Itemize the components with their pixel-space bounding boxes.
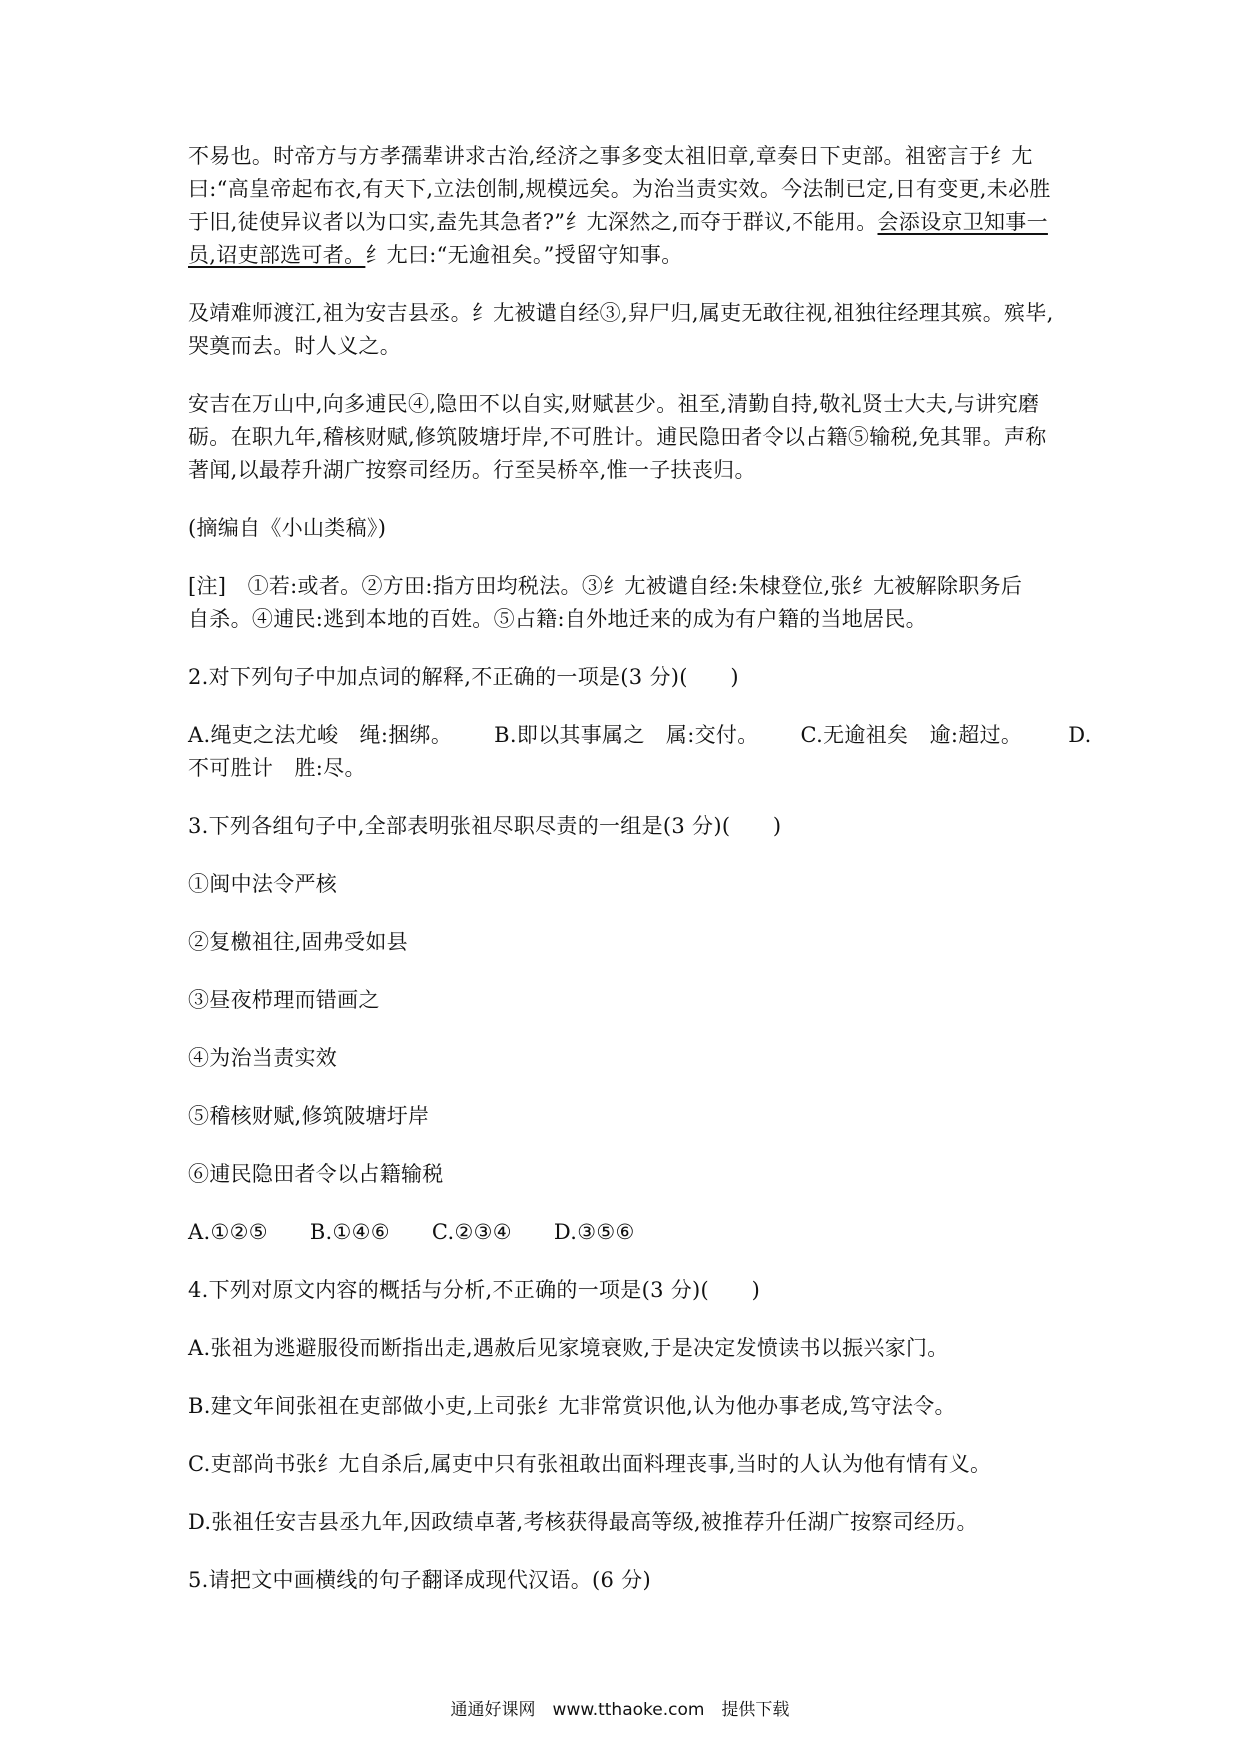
text-line: (摘编自《小山类稿》) <box>188 516 387 540</box>
text-segment: 于旧,徒使异议者以为口实,盍先其急者?”纟尢深然之,而夺于群议,不能用。 <box>188 210 878 234</box>
underlined-sentence-part-1: 会添设京卫知事一 <box>877 210 1048 234</box>
text-line: 著闻,以最荐升湖广按察司经历。行至吴桥卒,惟一子扶丧归。 <box>188 458 756 482</box>
choice-d: D.③⑤⑥ <box>553 1220 635 1244</box>
question-4-option-c: C.吏部尚书张纟尢自杀后,属吏中只有张祖敢出面料理丧事,当时的人认为他有情有义。 <box>188 1452 992 1476</box>
passage-paragraph-2 <box>188 297 1058 363</box>
question-4-option-d: D.张祖任安吉县丞九年,因政绩卓著,考核获得最高等级,被推荐升任湖广按察司经历。 <box>188 1510 978 1534</box>
question-3-stem: 3.下列各组句子中,全部表明张祖尽职尽责的一组是(3 分)( ) <box>188 814 782 838</box>
text-line: 砺。在职九年,稽核财赋,修筑陂塘圩岸,不可胜计。逋民隐田者令以占籍⑤输税,免其罪。声称 <box>188 425 1047 449</box>
question-4-option-b: B.建文年间张祖在吏部做小吏,上司张纟尢非常赏识他,认为他办事老成,笃守法令。 <box>188 1394 956 1418</box>
question-4-option-a: A.张祖为逃避服役而断指出走,遇赦后见家境衰败,于是决定发愤读书以振兴家门。 <box>188 1336 949 1360</box>
option-d-label: D. <box>1068 723 1092 747</box>
passage-paragraph-1 <box>188 140 1058 272</box>
choice-b: B.①④⑥ <box>309 1220 390 1244</box>
text-line: 不易也。时帝方与方孝孺辈讲求古治,经济之事多变太祖旧章,章奏日下吏部。祖密言于纟尢 <box>188 144 1033 168</box>
page-footer: 通通好课网 www.tthaoke.com 提供下载 <box>450 1700 790 1720</box>
text-line: 曰:“高皇帝起布衣,有天下,立法创制,规模远矣。为治当责实效。今法制已定,日有变更,未必胜 <box>188 177 1051 201</box>
question-4-stem: 4.下列对原文内容的概括与分析,不正确的一项是(3 分)( ) <box>188 1278 761 1302</box>
option-b: B.即以其事属之 属:交付。 <box>494 723 759 747</box>
question-3-choices <box>188 1216 1058 1249</box>
text-line: 自杀。④逋民:逃到本地的百姓。⑤占籍:自外地迁来的成为有户籍的当地居民。 <box>188 607 927 631</box>
question-3-item: ④为治当责实效 <box>188 1046 338 1070</box>
question-3-item: ②复檄祖往,固弗受如县 <box>188 930 408 954</box>
text-line: 及靖难师渡江,祖为安吉县丞。纟尢被谴自经③,舁尸归,属吏无敢往视,祖独往经理其殡。殡毕, <box>188 301 1054 325</box>
text-line: [注] ①若:或者。②方田:指方田均税法。③纟尢被谴自经:朱棣登位,张纟尢被解除职务后 <box>188 574 1023 598</box>
text-line: 安吉在万山中,向多逋民④,隐田不以自实,财赋甚少。祖至,清勤自持,敬礼贤士大夫,与讲究磨 <box>188 392 1040 416</box>
options-line <box>188 719 1092 752</box>
choice-a: A.①②⑤ <box>188 1220 268 1244</box>
question-3-item: ③昼夜栉理而错画之 <box>188 988 380 1012</box>
text-line <box>188 206 1058 239</box>
option-d-text: 不可胜计 胜:尽。 <box>188 756 366 780</box>
text-line: 哭奠而去。时人义之。 <box>188 334 401 358</box>
underlined-sentence-part-2: 员,诏吏部选可者。 <box>188 243 366 267</box>
question-3-item: ⑤稽核财赋,修筑陂塘圩岸 <box>188 1104 430 1128</box>
question-2-options <box>188 719 1092 785</box>
document-page <box>188 140 1092 1622</box>
annotation-notes <box>188 570 1058 636</box>
question-5-stem: 5.请把文中画横线的句子翻译成现代汉语。(6 分) <box>188 1568 651 1592</box>
question-2-stem: 2.对下列句子中加点词的解释,不正确的一项是(3 分)( ) <box>188 665 739 689</box>
choice-c: C.②③④ <box>431 1220 512 1244</box>
question-3-item: ①闽中法令严核 <box>188 872 338 896</box>
option-c: C.无逾祖矣 逾:超过。 <box>800 723 1023 747</box>
passage-paragraph-3 <box>188 388 1058 487</box>
text-line <box>188 239 1058 272</box>
text-segment: 纟尢曰:“无逾祖矣。”授留守知事。 <box>365 243 683 267</box>
source-citation <box>188 512 1058 545</box>
option-a: A.绳吏之法尤峻 绳:捆绑。 <box>188 723 453 747</box>
question-3-item: ⑥逋民隐田者令以占籍输税 <box>188 1162 444 1186</box>
